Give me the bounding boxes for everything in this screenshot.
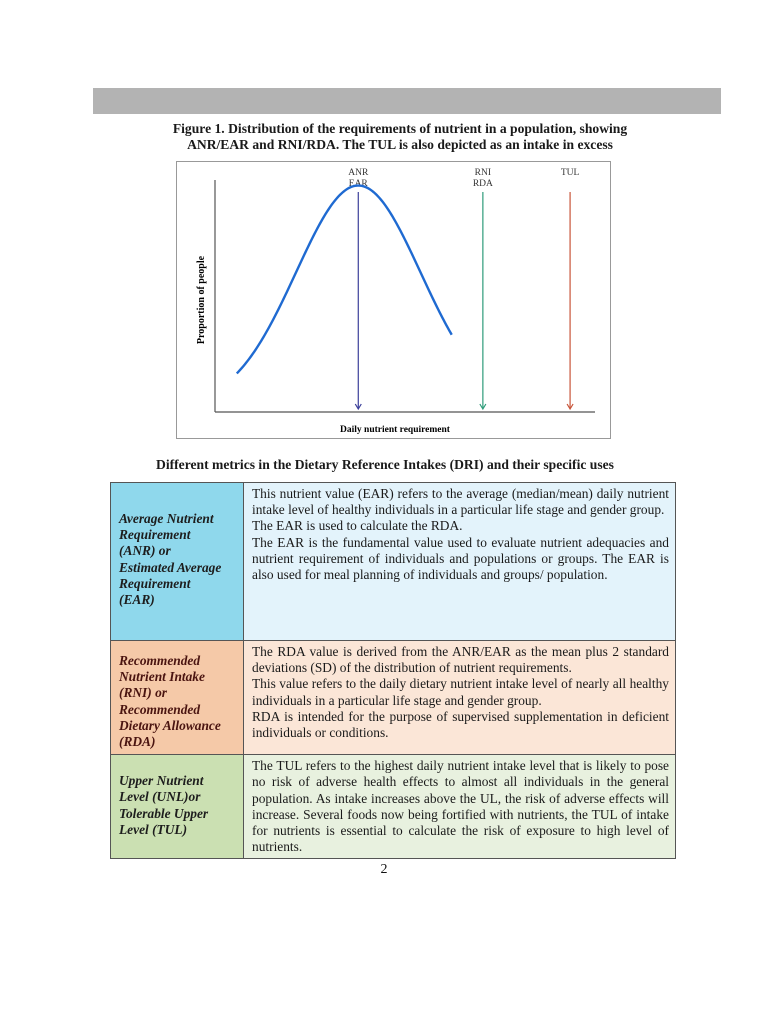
description-paragraph: The TUL refers to the highest daily nutrient intake level that is likely to pose no risk of adverse health effects to almost all individuals in the general population. As intake increases above the UL, the risk of adverse effects will increase. Several foods now being fortified with nutrients, the TUL of intake for nutrients is essential to calculate the risk of exposure to high level of nutrients. [252, 758, 669, 855]
metric-term-line: Recommended [119, 653, 201, 668]
metric-term-line: Average Nutrient [119, 511, 214, 526]
metric-term-line: (ANR) or [119, 543, 171, 559]
table-row-tul [111, 755, 676, 859]
distribution-curve [237, 186, 452, 374]
y-axis-label: Proportion of people [196, 255, 207, 345]
description-paragraph: The EAR is used to calculate the RDA. [252, 518, 463, 534]
metric-term-line: Tolerable Upper [119, 805, 209, 821]
distribution-figure [176, 161, 611, 439]
distribution-chart [177, 162, 610, 438]
dri-metrics-table [110, 482, 676, 859]
description-paragraph: This value refers to the daily dietary nutrient intake level of nearly all healthy individuals in a particular life stage and gender group. [252, 676, 669, 708]
table-row-rda [111, 641, 676, 755]
description-paragraph: The RDA value is derived from the ANR/EAR as the mean plus 2 standard deviations (SD) of the distribution of nutrient requirements. [252, 644, 669, 676]
metric-description [244, 641, 676, 755]
metric-term-line: Upper Nutrient [119, 773, 204, 789]
table-row-ear [111, 483, 676, 641]
metric-term-line: Nutrient Intake [119, 669, 205, 685]
figure-title [100, 121, 700, 153]
page-number: 2 [380, 862, 388, 877]
table-caption: Different metrics in the Dietary Reference Intakes (DRI) and their specific uses [156, 457, 614, 472]
metric-term-line: Estimated Average [119, 559, 222, 575]
figure-title-line-2: ANR/EAR and RNI/RDA. The TUL is also depicted as an intake in excess [187, 137, 613, 152]
metric-description [244, 755, 676, 859]
metric-term-line: (RDA) [119, 734, 156, 750]
figure-title-line-1: Figure 1. Distribution of the requirements of nutrient in a population, showing [172, 121, 628, 136]
tul-marker-label-1: TUL [560, 168, 580, 178]
rda-marker-label-2: RDA [472, 179, 493, 189]
header-bar [93, 88, 721, 114]
metric-term [111, 483, 244, 641]
ear-marker-label-1: ANR [348, 168, 369, 178]
metric-term-line: Recommended [119, 701, 201, 717]
rda-marker-label-1: RNI [474, 168, 492, 178]
metric-term-line: Level (TUL) [119, 821, 188, 837]
description-paragraph: This nutrient value (EAR) refers to the average (median/mean) daily nutrient intake level of healthy individuals in a particular life stage and gender group. [252, 486, 669, 518]
metric-term-line: (EAR) [119, 592, 155, 608]
metric-term [111, 641, 244, 755]
x-axis-label: Daily nutrient requirement [340, 425, 450, 435]
metric-term [111, 755, 244, 859]
ear-marker-label-2: EAR [348, 179, 368, 189]
metric-term-line: Level (UNL)or [119, 789, 201, 805]
metric-term-line: Requirement [119, 575, 191, 591]
metric-term-line: Dietary Allowance [119, 717, 221, 733]
metric-term-line: (RNI) or [119, 685, 167, 701]
description-paragraph: The EAR is the fundamental value used to evaluate nutrient adequacies and nutrient requirement of individuals and populations or groups. The EAR is also used for meal planning of individuals and groups/ population. [252, 534, 669, 583]
metric-term-line: Requirement [119, 527, 191, 543]
metric-description [244, 483, 676, 641]
description-paragraph: RDA is intended for the purpose of supervised supplementation in deficient individuals or conditions. [252, 708, 669, 741]
